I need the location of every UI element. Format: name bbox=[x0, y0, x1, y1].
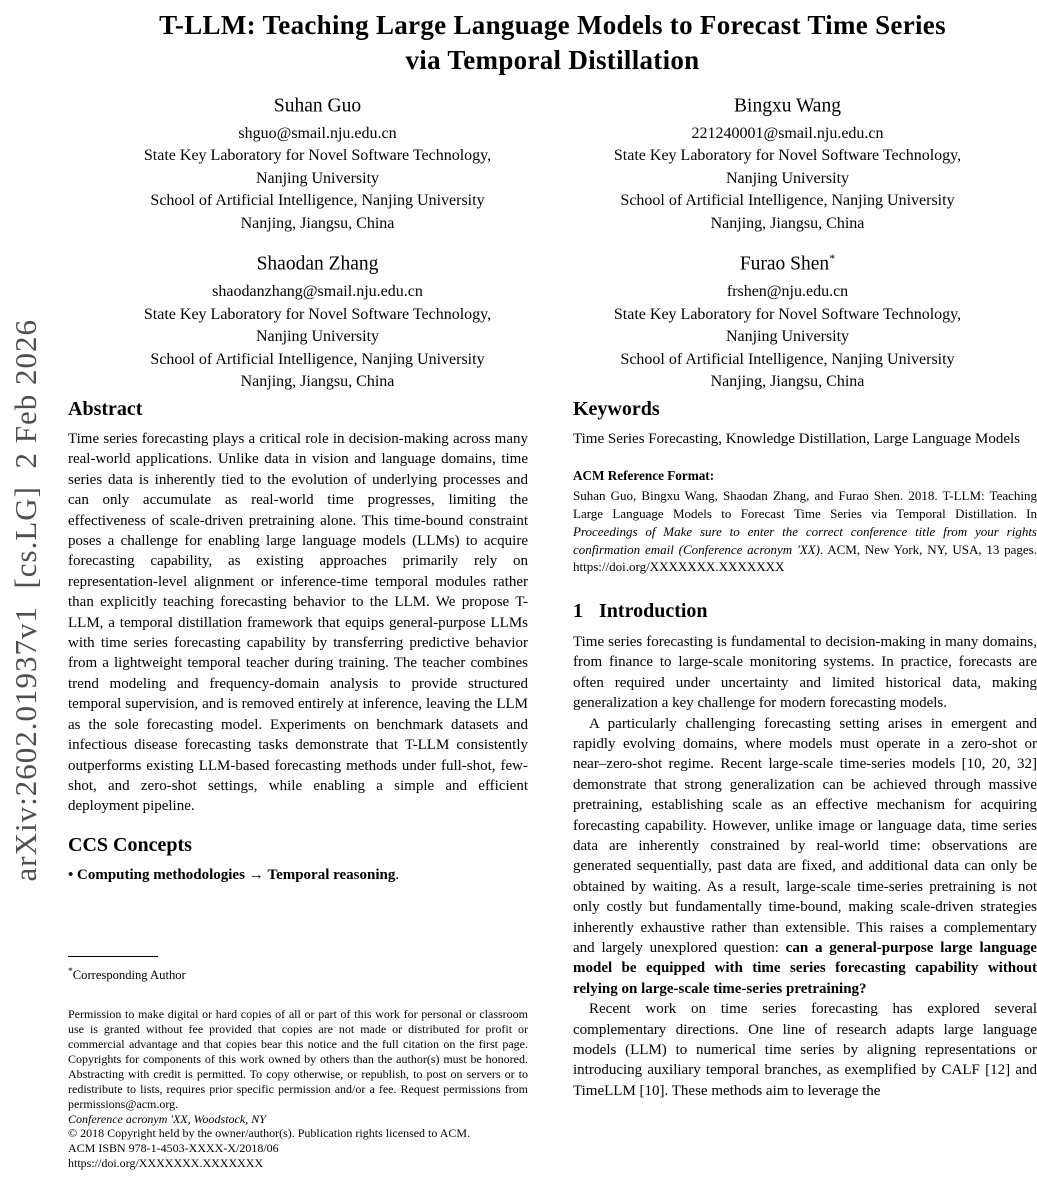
doi-line bbox=[68, 1156, 528, 1171]
arxiv-watermark bbox=[0, 0, 52, 1200]
ccs-concepts-line: • Computing methodologies → Temporal reasoning. bbox=[68, 866, 400, 883]
author-email: frshen@nju.edu.cn bbox=[726, 282, 849, 300]
title-line-1: T-LLM: Teaching Large Language Models to Forecast Time Series bbox=[159, 10, 946, 40]
intro-paragraph-1: Time series forecasting is fundamental to decision-making in many domains, from finance to large-scale monitoring systems. In practice, forecasts are often required under uncertainty and limited historical data, making generalization a key challenge for modern forecasting models. bbox=[573, 633, 1037, 712]
copyright-line: © 2018 Copyright held by the owner/author(s). Publication rights licensed to ACM. bbox=[68, 1126, 471, 1141]
ccs-arrow: → bbox=[244, 866, 268, 883]
author-name: Furao Shen* bbox=[739, 251, 836, 275]
author-affiliation-line: Nanjing University bbox=[725, 328, 850, 346]
isbn-line: ACM ISBN 978-1-4503-XXXX-X/2018/06 bbox=[68, 1141, 279, 1156]
acm-reference-section bbox=[573, 467, 1037, 576]
keywords-heading: Keywords bbox=[573, 398, 660, 420]
author-affiliation-line: Nanjing, Jiangsu, China bbox=[710, 214, 865, 232]
ccs-category: • Computing methodologies bbox=[68, 866, 245, 883]
author-email: 221240001@smail.nju.edu.cn bbox=[691, 124, 884, 142]
author-block-3 bbox=[83, 251, 553, 393]
author-name: Bingxu Wang bbox=[734, 95, 841, 117]
intro-paragraph-3: Recent work on time series forecasting has explored several complementary directions. One line of research adapts large language models (LLM) to numerical time series by aligning representations or introducing auxiliary temporal branches, as exemplified by CALF [12] and TimeLLM [10]. These methods aim to leverage the bbox=[573, 1001, 1037, 1099]
author-affiliation-line: Nanjing, Jiangsu, China bbox=[240, 214, 395, 232]
arxiv-id-label: arXiv:2602.01937v1 [cs.LG] 2 Feb 2026 bbox=[8, 318, 43, 882]
authors-grid bbox=[83, 93, 1023, 394]
author-name: Shaodan Zhang bbox=[256, 253, 379, 275]
corresponding-author-footnote: *Corresponding Author bbox=[68, 967, 186, 983]
author-affiliation-line: Nanjing, Jiangsu, China bbox=[710, 373, 865, 391]
paper-title bbox=[68, 8, 1037, 78]
acm-reference-proceedings: Proceedings of Make sure to enter the correct conference title from your rights confirmation email (Conference acronym 'XX) bbox=[573, 523, 1037, 557]
left-column bbox=[68, 396, 528, 1200]
author-affiliation-line: State Key Laboratory for Novel Software Technology, bbox=[613, 305, 962, 323]
author-email: shaodanzhang@smail.nju.edu.cn bbox=[212, 282, 423, 300]
author-affiliation-line: Nanjing University bbox=[255, 169, 380, 187]
conference-line: Conference acronym 'XX, Woodstock, NY bbox=[68, 1111, 266, 1126]
keywords-text: Time Series Forecasting, Knowledge Distillation, Large Language Models bbox=[573, 431, 1021, 447]
right-column bbox=[573, 396, 1037, 1200]
author-affiliation-line: School of Artificial Intelligence, Nanjing University bbox=[620, 350, 955, 368]
ccs-concept: Temporal reasoning bbox=[267, 866, 396, 883]
title-line-2: via Temporal Distillation bbox=[405, 45, 700, 75]
abstract-section bbox=[68, 396, 528, 817]
acm-reference-text: Suhan Guo, Bingxu Wang, Shaodan Zhang, and Furao Shen. 2018. T-LLM: Teaching Large Language Models to Forecast Time Series via Temporal Distillation. In Proceedings of Make sure to enter the correct conference title from your rights confirmation email (Conference acronym 'XX). ACM, New York, NY, USA, 13 pages. https://doi.org/XXXXXXX.XXXXXXX bbox=[573, 488, 1037, 575]
keywords-section bbox=[573, 396, 1037, 449]
author-affiliation-line: Nanjing, Jiangsu, China bbox=[240, 373, 395, 391]
abstract-heading: Abstract bbox=[68, 398, 143, 420]
author-block-2 bbox=[553, 93, 1023, 235]
author-affiliation-line: Nanjing University bbox=[725, 169, 850, 187]
doi-link[interactable]: https://doi.org/XXXXXXX.XXXXXXX bbox=[68, 1156, 264, 1171]
author-affiliation-line: State Key Laboratory for Novel Software Technology, bbox=[143, 147, 492, 165]
abstract-text: Time series forecasting plays a critical role in decision-making across many real-world applications. Unlike data in vision and language domains, time series data is inherently tied to the evolution of underlying processes and can only accumulate as real-world time progresses, limiting the effectiveness of scale-driven pretraining alone. This time-bound constraint poses a challenge for enabling large language models (LLMs) to acquire forecasting capability, as existing approaches primarily rely on representation-level alignment or inference-time temporal modules rather than explicitly teaching forecasting behavior to the LLM. We propose T-LLM, a temporal distillation framework that equips general-purpose LLMs with time series forecasting capability by transferring predictive behavior from a lightweight temporal teacher during training. The teacher combines trend modeling and frequency-domain analysis to provide structured temporal supervision, and is removed entirely at inference, leaving the LLM as the sole forecasting model. Experiments on benchmark datasets and infectious disease forecasting tasks demonstrate that T-LLM consistently outperforms existing LLM-based forecasting methods under full-shot, few-shot, and zero-shot settings, while enabling a simple and efficient deployment pipeline. bbox=[68, 431, 528, 815]
paper-content bbox=[68, 0, 1037, 1200]
author-email: shguo@smail.nju.edu.cn bbox=[238, 124, 397, 142]
permission-text: Permission to make digital or hard copies of all or part of this work for personal or classroom use is granted without fee provided that copies are not made or distributed for profit or commercial advantage and that copies bear this notice and the full citation on the first page. Copyrights for components of this work owned by others than the author(s) must be honored. Abstracting with credit is permitted. To copy otherwise, or republish, to post on servers or to redistribute to lists, requires prior specific permission and/or a fee. Request permissions from permissions@acm.org. bbox=[68, 1007, 528, 1111]
author-name: Suhan Guo bbox=[273, 95, 362, 117]
author-block-4 bbox=[553, 251, 1023, 393]
footnote-area bbox=[68, 956, 528, 1171]
author-affiliation-line: State Key Laboratory for Novel Software Technology, bbox=[143, 305, 492, 323]
author-affiliation-line: State Key Laboratory for Novel Software Technology, bbox=[613, 147, 962, 165]
author-affiliation-line: School of Artificial Intelligence, Nanjing University bbox=[150, 350, 485, 368]
intro-paragraph-2: A particularly challenging forecasting setting arises in emergent and rapidly evolving domains, where models must operate in a zero-shot or near–zero-shot regime. Recent large-scale time-series models [10, 20, 32] demonstrate that strong generalization can be achieved through massive pretraining, establishing scale as an effective mechanism for acquiring forecasting capability. However, unlike image or language data, time series data are inherently constrained by real-world time: observations are generated sequentially, past data are fixed, and additional data can only be obtained by waiting. As a result, large-scale time-series pretraining is not only costly but fundamentally time-bound, making scale-driven strategies inherently exhaustive rather than extensible. This raises a complementary and largely unexplored question: can a general-purpose large language model be equipped with time series forecasting capability without relying on large-scale time-series pretraining? bbox=[573, 715, 1037, 997]
author-affiliation-line: School of Artificial Intelligence, Nanjing University bbox=[620, 192, 955, 210]
author-block-1 bbox=[83, 93, 553, 235]
section-number: 1 bbox=[573, 599, 583, 622]
footnote-mark: * bbox=[68, 967, 73, 977]
research-question-bold: can a general-purpose large language model be equipped with time series forecasting capability without relying on large-scale time-series pretraining? bbox=[573, 940, 1037, 997]
author-affiliation-line: Nanjing University bbox=[255, 328, 380, 346]
author-affiliation-line: School of Artificial Intelligence, Nanjing University bbox=[150, 192, 485, 210]
permission-block bbox=[68, 1007, 528, 1171]
introduction-heading bbox=[573, 598, 1037, 624]
footnote-rule bbox=[68, 956, 158, 957]
ccs-section bbox=[68, 832, 528, 885]
ccs-heading: CCS Concepts bbox=[68, 833, 192, 856]
acm-reference-heading: ACM Reference Format: bbox=[573, 468, 715, 484]
introduction-section bbox=[573, 598, 1037, 1101]
section-title: Introduction bbox=[599, 599, 708, 622]
